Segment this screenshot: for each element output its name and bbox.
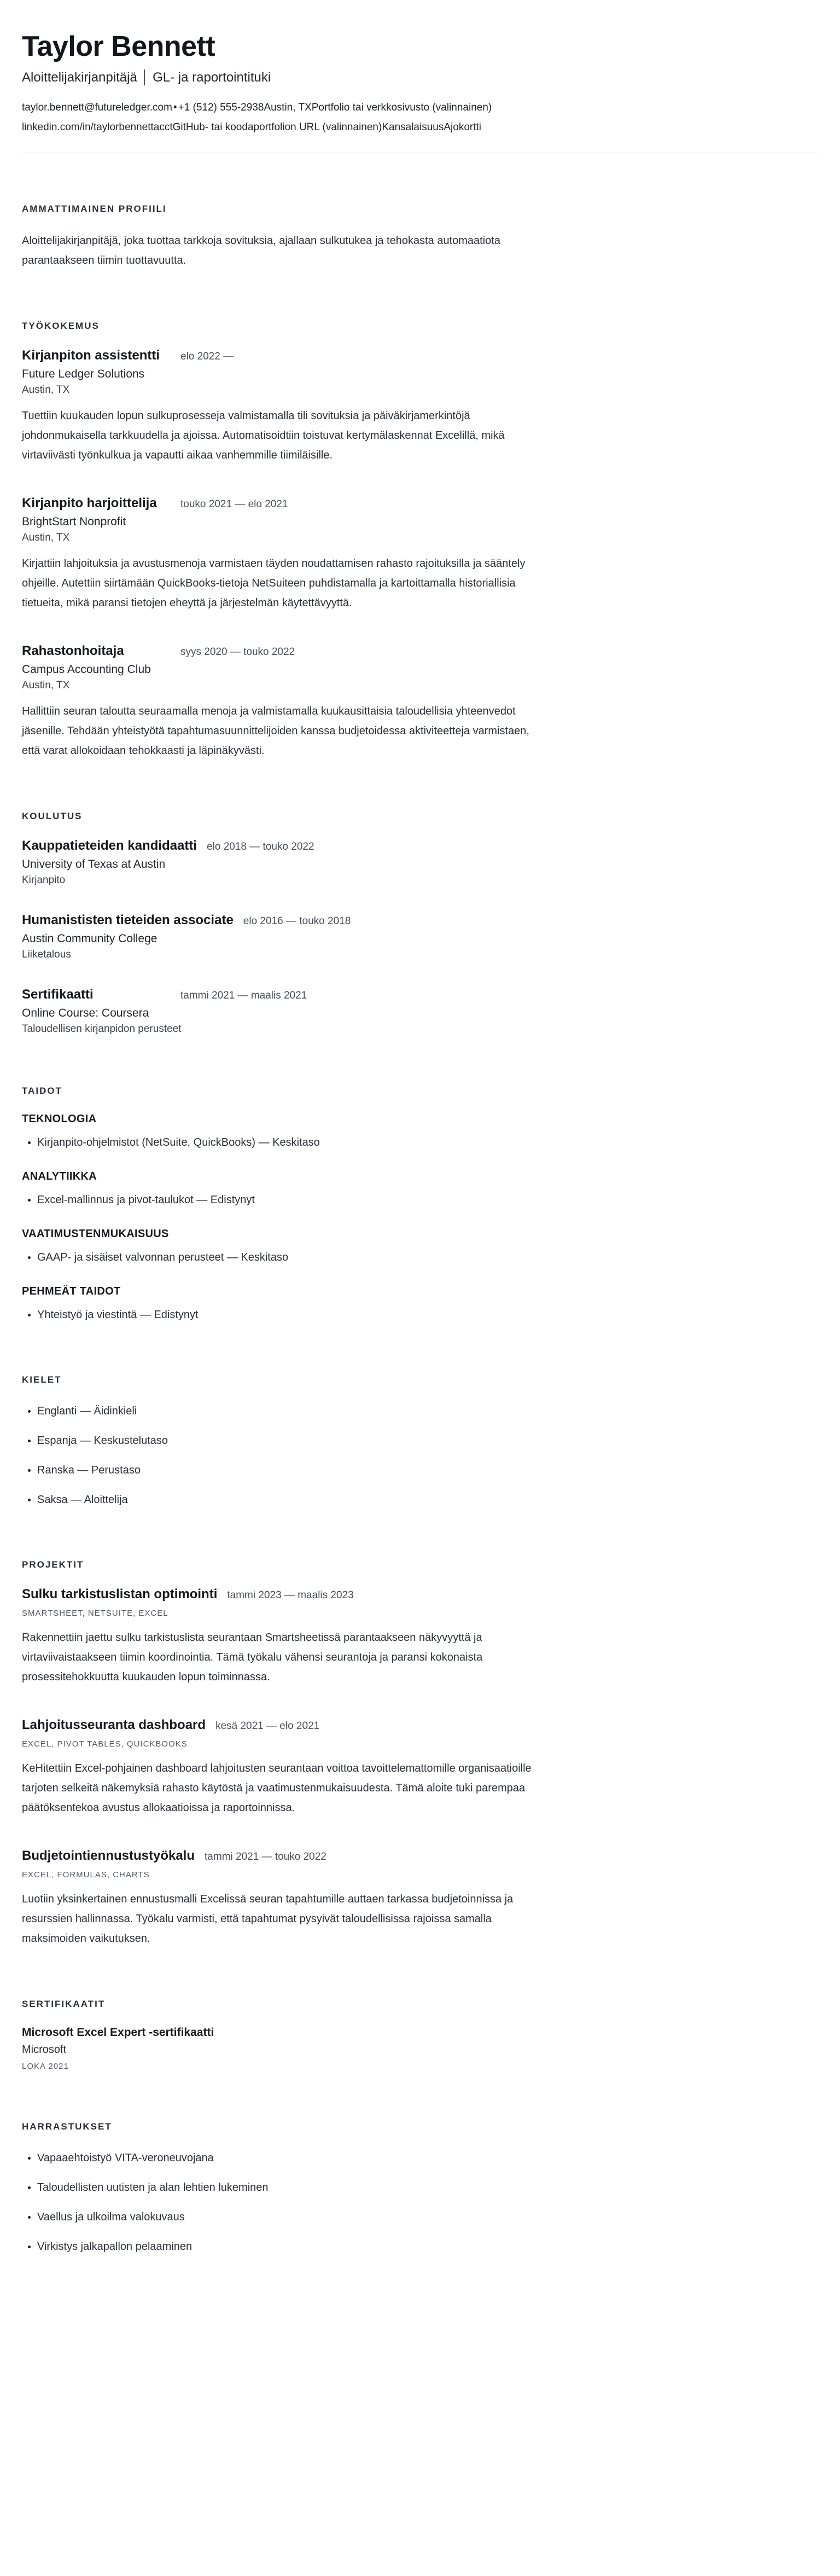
profile-summary-text: Aloittelijakirjanpitäjä, joka tuottaa tarkkoja sovituksia, ajallaan sulkutukea ja tehokasta automaatiota parantaakseen tiimin tuottavuutta.	[22, 234, 500, 266]
project-item-header	[22, 1587, 547, 1602]
certification-name: Microsoft Excel Expert -sertifikaatti	[22, 2026, 214, 2039]
project-dates: tammi 2021 — touko 2022	[205, 1850, 326, 1863]
job-location: Austin, TX	[22, 679, 70, 691]
hobby-item: • Vaellus ja ulkoilma valokuvaus	[37, 2208, 547, 2226]
hobby-item: • Virkistys jalkapallon pelaaminen	[37, 2237, 547, 2256]
experience-item-header	[22, 348, 547, 363]
certification-item	[22, 2026, 547, 2071]
section-heading-skills: TAIDOT	[22, 1085, 63, 1096]
section-heading-languages: KIELET	[22, 1374, 62, 1385]
job-company: Campus Accounting Club	[22, 663, 151, 676]
project-description: Rakennettiin jaettu sulku tarkistuslista seurantaan Smartsheetissä parantaakseen näkyvyyttä ja virtaviivaistaakseen tiimin koordinointia. Tämä työkalu vähensi seurantoja ja paransi kokonaista prosessitehokkuutta kuukauden lopun toiminnassa.	[22, 1631, 483, 1683]
education-dates: tammi 2021 — maalis 2021	[180, 989, 307, 1001]
job-dates: elo 2022 —	[180, 350, 234, 362]
section-heading-profile: AMMATTIMAINEN PROFIILI	[22, 203, 167, 214]
job-description: Kirjattiin lahjoituksia ja avustusmenoja varmistaen täyden noudattamisen rahasto rajoituksilla ja sääntely ohjeille. Autettiin siirtämään QuickBooks-tietoja NetSuiteen puhdistamalla ja kartoittamalla historiallisia tietueita, mikä paransi tietojen eheyttä ja järjestelmän käytettävyyttä.	[22, 557, 526, 609]
email-text: taylor.bennett@futureledger.com	[22, 101, 172, 113]
hobby-list	[22, 2149, 547, 2256]
resume-subtitle: Aloittelijakirjanpitäjä │ GL- ja raportointituki	[22, 69, 271, 85]
education-item	[22, 913, 547, 961]
drivers-license-text: Ajokortti	[444, 121, 481, 134]
skill-group	[22, 1170, 547, 1209]
job-company: Future Ledger Solutions	[22, 367, 145, 380]
job-description: Hallittiin seuran taloutta seuraamalla menoja ja valmistamalla kuukausittaisia taloudellisia yhteenvedot jäsenille. Tehdään yhteistyötä tapahtumasuunnittelijoiden kanssa budjetoidessa aktiviteetteja varmistaen, että varat allokoidaan tehokkaasti ja läpinäkyvästi.	[22, 705, 529, 757]
education-item-header	[22, 838, 547, 854]
field-of-study: Kirjanpito	[22, 874, 66, 886]
portfolio-placeholder-text: Portfolio tai verkkosivusto (valinnainen)	[311, 101, 492, 113]
project-tags: EXCEL, PIVOT TABLES, QUICKBOOKS	[22, 1739, 188, 1749]
language-item: • Englanti — Äidinkieli	[37, 1402, 547, 1420]
location-text: Austin, TX	[264, 101, 312, 113]
project-tags: EXCEL, FORMULAS, CHARTS	[22, 1870, 150, 1879]
section-projects	[22, 1559, 547, 1948]
school-name: Austin Community College	[22, 932, 158, 945]
school-name: University of Texas at Austin	[22, 857, 166, 871]
project-item-header	[22, 1848, 547, 1864]
skill-category: ANALYTIIKKA	[22, 1170, 97, 1182]
skill-category: VAATIMUSTENMUKAISUUS	[22, 1227, 169, 1240]
section-hobbies	[22, 2121, 547, 2256]
project-description: Luotiin yksinkertainen ennustusmalli Excelissä seuran tapahtumille auttaen tarkassa budjetoinnissa ja resurssien hallinnassa. Työkalu varmisti, että tapahtumat pysyivät taloudellisissa rajoissa samalla maksimoiden vaikutuksen.	[22, 1893, 514, 1945]
section-skills	[22, 1086, 547, 1324]
resume-header	[22, 31, 818, 153]
project-title: Budjetointiennustustyökalu	[22, 1848, 195, 1863]
certification-date: LOKA 2021	[22, 2061, 69, 2071]
citizenship-text: Kansalaisuus	[382, 121, 444, 134]
github-placeholder-text: GitHub- tai koodaportfolion URL (valinnainen)	[172, 121, 382, 134]
experience-item	[22, 643, 547, 761]
skill-category: TEKNOLOGIA	[22, 1112, 97, 1125]
contact-info	[22, 100, 818, 136]
experience-item	[22, 496, 547, 613]
language-item: • Espanja — Keskustelutaso	[37, 1431, 547, 1450]
job-title: Kirjanpiton assistentti	[22, 347, 160, 363]
degree-title: Kauppatieteiden kandidaatti	[22, 838, 197, 853]
section-languages	[22, 1374, 547, 1509]
section-heading-certifications: SERTIFIKAATIT	[22, 1998, 106, 2009]
experience-item-header	[22, 643, 547, 659]
section-certifications	[22, 1999, 547, 2071]
resume-name: Taylor Bennett	[22, 31, 215, 62]
project-item	[22, 1587, 547, 1687]
project-dates: tammi 2023 — maalis 2023	[227, 1589, 354, 1601]
skill-category: PEHMEÄT TAIDOT	[22, 1285, 121, 1297]
job-location: Austin, TX	[22, 531, 70, 543]
section-heading-hobbies: HARRASTUKSET	[22, 2121, 112, 2132]
project-item-header	[22, 1718, 547, 1733]
education-dates: elo 2018 — touko 2022	[207, 840, 314, 852]
project-description: KeHitettiin Excel-pohjainen dashboard lahjoitusten seurantaan voittoa tavoittelemattomille organisaatioille tarjoten selkeitä näkemyksiä rahasto käytöstä ja vaatimustenmukaisuudesta. Tämä aloite tuki parempaa päätöksentekoa avustus allokaatioissa ja raportoinnissa.	[22, 1762, 532, 1814]
school-name: Online Course: Coursera	[22, 1006, 149, 1019]
section-education	[22, 811, 547, 1035]
experience-item-header	[22, 496, 547, 511]
job-description: Tuettiin kuukauden lopun sulkuprosesseja valmistamalla tili sovituksia ja päiväkirjamerkintöjä johdonmukaisella tarkkuudella ja ajoissa. Automatisoidtiin toistuvat kertymälaskennat Excelillä, mikä virtaviivästi työnkulkua ja vapautti aikaa vanhemmille tiimiläisille.	[22, 409, 505, 461]
section-profile	[22, 204, 547, 270]
job-dates: syys 2020 — touko 2022	[180, 646, 295, 658]
field-of-study: Liiketalous	[22, 948, 71, 960]
resume-body	[22, 204, 547, 2256]
education-item	[22, 987, 547, 1035]
section-heading-education: KOULUTUS	[22, 810, 83, 821]
degree-title: Sertifikaatti	[22, 987, 94, 1002]
language-list	[22, 1402, 547, 1509]
contact-row-2	[22, 119, 818, 136]
linkedin-text: linkedin.com/in/taylorbennettacct	[22, 121, 173, 134]
skill-item: • Excel-mallinnus ja pivot-taulukot — Edistynyt	[37, 1191, 547, 1209]
experience-item	[22, 348, 547, 465]
section-heading-projects: PROJEKTIT	[22, 1559, 84, 1570]
project-dates: kesä 2021 — elo 2021	[215, 1720, 320, 1732]
contact-row-1	[22, 100, 818, 116]
section-experience	[22, 321, 547, 761]
project-tags: SMARTSHEET, NETSUITE, EXCEL	[22, 1608, 168, 1618]
job-dates: touko 2021 — elo 2021	[180, 498, 288, 510]
education-dates: elo 2016 — touko 2018	[243, 915, 351, 927]
degree-title: Humanististen tieteiden associate	[22, 912, 234, 927]
education-item-header	[22, 987, 547, 1002]
project-item	[22, 1848, 547, 1948]
education-item	[22, 838, 547, 886]
language-item: • Saksa — Aloittelija	[37, 1490, 547, 1509]
project-title: Sulku tarkistuslistan optimointi	[22, 1586, 218, 1602]
hobby-item: • Taloudellisten uutisten ja alan lehtien lukeminen	[37, 2178, 547, 2197]
section-heading-experience: TYÖKOKEMUS	[22, 320, 100, 331]
bullet-separator: •	[173, 101, 177, 113]
certification-issuer: Microsoft	[22, 2043, 67, 2056]
phone-text: +1 (512) 555-2938	[178, 101, 264, 113]
skill-group	[22, 1285, 547, 1324]
skill-group	[22, 1228, 547, 1267]
job-title: Rahastonhoitaja	[22, 643, 124, 658]
job-title: Kirjanpito harjoittelija	[22, 495, 157, 510]
project-item	[22, 1718, 547, 1818]
job-location: Austin, TX	[22, 384, 70, 396]
skill-item: • GAAP- ja sisäiset valvonnan perusteet — Keskitaso	[37, 1248, 547, 1267]
skill-group	[22, 1113, 547, 1152]
education-item-header	[22, 913, 547, 928]
language-item: • Ranska — Perustaso	[37, 1461, 547, 1480]
field-of-study: Taloudellisen kirjanpidon perusteet	[22, 1023, 182, 1035]
skill-item: • Kirjanpito-ohjelmistot (NetSuite, QuickBooks) — Keskitaso	[37, 1133, 547, 1152]
project-title: Lahjoitusseuranta dashboard	[22, 1717, 206, 1732]
job-company: BrightStart Nonprofit	[22, 515, 126, 528]
skill-item: • Yhteistyö ja viestintä — Edistynyt	[37, 1306, 547, 1324]
hobby-item: • Vapaaehtoistyö VITA-veroneuvojana	[37, 2149, 547, 2167]
